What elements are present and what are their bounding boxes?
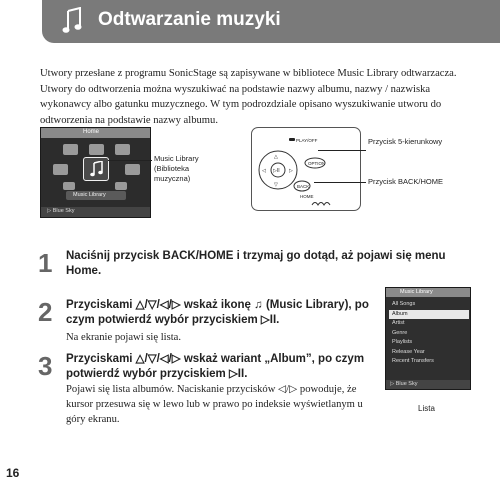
play-off-button-icon [289, 138, 295, 141]
step-3-description: Pojawi się lista albumów. Naciskanie przycisków ◁/▷ powoduje, że kursor przesuwa się w lewo lub w prawo po indeksie wyświetlanym u góry ekranu. [66, 384, 363, 425]
up-arrow-icon: △ [274, 154, 278, 160]
music-note-icon [62, 7, 84, 35]
callout-line-back-home [314, 182, 366, 183]
step-2-instruction: Przyciskami △/▽/◁/▷ wskaż ikonę ♫ (Music Library), po czym potwierdź wybór przyciskiem ▷II. [66, 299, 369, 326]
list-item: Recent Transfers [392, 358, 434, 364]
down-arrow-icon: ▽ [274, 182, 278, 188]
page-title: Odtwarzanie muzyki [98, 9, 281, 30]
callout-back-home: Przycisk BACK/HOME [368, 177, 444, 186]
home-screen-title-bar [41, 128, 150, 138]
list-screen-illustration [385, 287, 471, 390]
step-2-number: 2 [38, 297, 53, 327]
left-arrow-icon: ◁ [262, 168, 266, 174]
page-header [42, 0, 500, 43]
page-number: 16 [6, 466, 20, 480]
home-icon-b [89, 144, 104, 155]
home-icon-a [63, 144, 78, 155]
device-back-label: BACK [297, 184, 310, 189]
list-item: Playlists [392, 339, 413, 345]
step-3-number: 3 [38, 351, 53, 381]
list-screen-status-bar [386, 380, 470, 389]
device-option-label: OPTION [308, 161, 326, 166]
home-screen-illustration [40, 127, 151, 218]
device-illustration [251, 127, 361, 211]
home-screen-status-text: ▷ Blue Sky [47, 208, 75, 214]
list-caption: Lista [418, 404, 435, 413]
device-home-label: HOME [300, 194, 314, 199]
music-library-icon [90, 161, 104, 177]
list-item: Release Year [392, 348, 425, 355]
list-item: All Songs [392, 301, 416, 307]
home-screen-label [66, 191, 126, 200]
step-2-description: Na ekranie pojawi się lista. [66, 332, 182, 343]
step-3-instruction: Przyciskami △/▽/◁/▷ wskaż wariant „Album”, po czym potwierdź wybór przyciskiem ▷II. [66, 353, 365, 380]
device-buttons-drawing [252, 128, 362, 212]
home-icon-d [53, 164, 68, 175]
home-icon-g [115, 182, 127, 190]
home-screen-label-text: Music Library [73, 192, 106, 198]
step-1-number: 1 [38, 248, 53, 278]
play-pause-glyph-icon: ▷II [273, 168, 280, 174]
callout-music-library: Music Library (Biblioteka muzyczna) [154, 154, 199, 183]
list-item: Album [389, 310, 469, 319]
list-screen-title-bar [386, 288, 470, 297]
home-icon-e [125, 164, 140, 175]
home-screen-title: Home [83, 129, 100, 135]
home-screen-status-bar [41, 207, 150, 217]
list-item: Artist [392, 320, 405, 326]
device-play-off-label: PLAY/OFF [296, 138, 318, 143]
walkman-logo-icon [312, 203, 330, 206]
right-arrow-icon: ▷ [289, 168, 293, 174]
music-library-selected-icon [83, 157, 109, 181]
step-1-instruction: Naciśnij przycisk BACK/HOME i trzymaj go dotąd, aż pojawi się menu Home. [66, 250, 446, 277]
list-screen-title: Music Library [400, 289, 433, 295]
intro-paragraph: Utwory przesłane z programu SonicStage są zapisywane w bibliotece Music Library odtwarzacza. Utwory do odtworzenia można wyszukiwać na podstawie nazwy albumu, nazwy / nazwiska wykonawcy albo gatunku muzycznego. W tym podrozdziale opisano wyszukiwanie utworu do odtworzenia na podstawie nazwy albumu. [40, 68, 457, 126]
callout-line-music-library [108, 160, 152, 161]
home-icon-c [115, 144, 130, 155]
home-icon-f [63, 182, 75, 190]
callout-line-five-way [318, 150, 366, 151]
callout-five-way: Przycisk 5-kierunkowy [368, 137, 443, 146]
list-item: Genre [392, 329, 408, 336]
list-screen-status-text: ▷ Blue Sky [390, 381, 418, 387]
